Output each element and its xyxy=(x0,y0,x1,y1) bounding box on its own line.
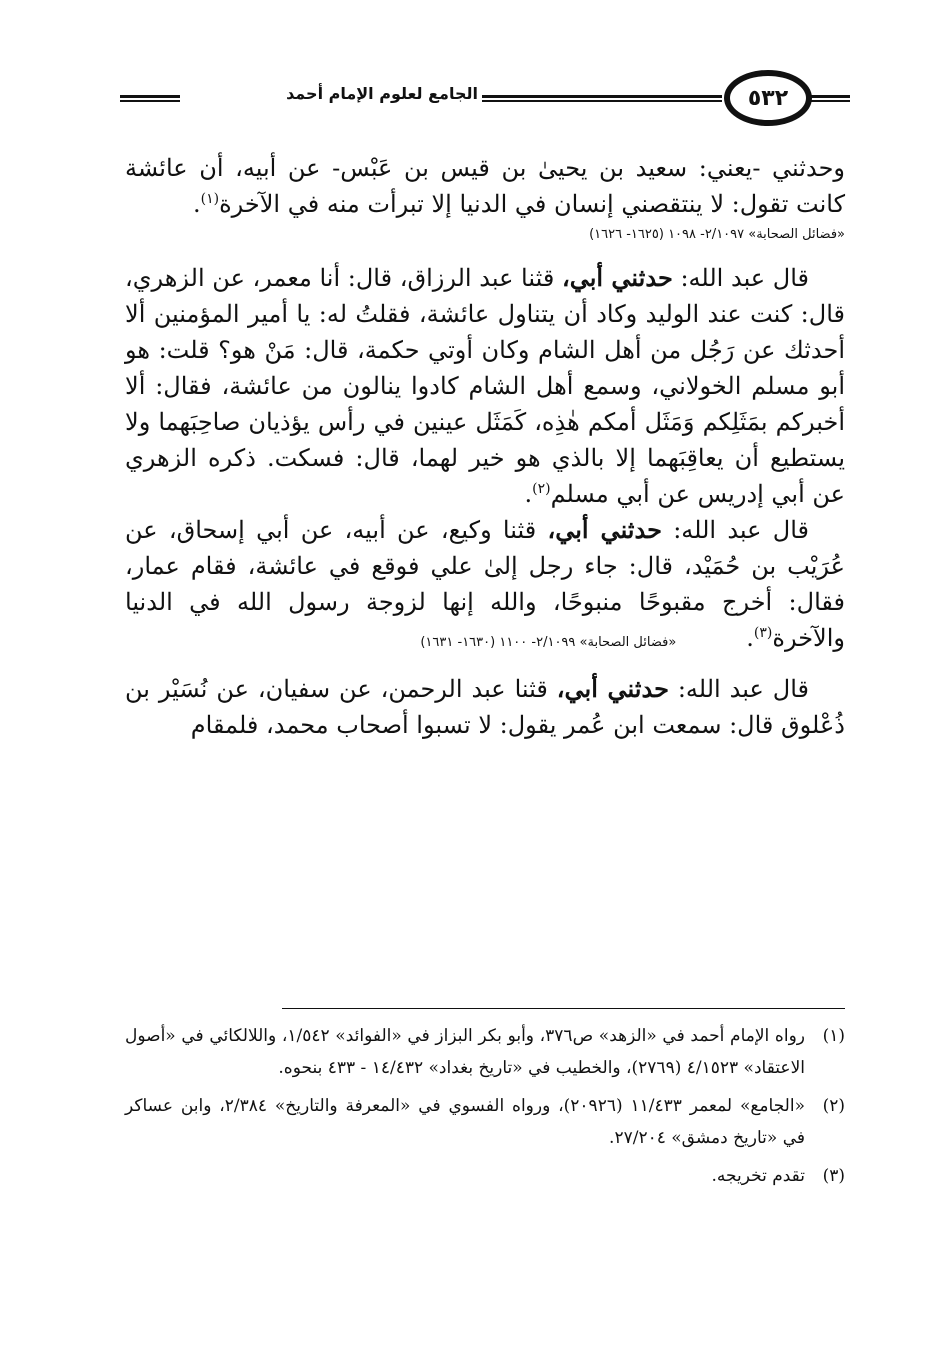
book-title: الجامع لعلوم الإمام أحمد xyxy=(286,84,478,103)
paragraph xyxy=(125,671,845,743)
paragraph-text: قثنا عبد الرزاق، قال: أنا معمر، عن الزهري، قال: كنت عند الوليد وكاد أن يتناول عائشة، فقلتُ له: يا أمير المؤمنين ألا أحدثك عن رَجُل من أهل الشام وكان أوتي حكمة، قال: مَنْ هو؟ قلت: هو أبو مسلم الخولاني، وسمع أهل الشام كادوا ينالون من عائشة، فقال: ألا أخبركم بمَثَلِكم وَمَثَل أمكم هٰذِه، كَمَثَل عينين في رأس يؤذيان صاحِبَهما ولا يستطيع أن يعاقِبَهما إلا بالذي هو خير لهما، قال: فسكت. ذكره الزهري عن أبي إدريس عن أبي مسلم xyxy=(125,264,845,508)
footnote xyxy=(125,1090,845,1154)
paragraph-text: وحدثني -يعني: سعيد بن يحيىٰ بن قيس بن عَبْس- عن أبيه، أن عائشة كانت تقول: لا ينتقصني إنسان في الدنيا إلا تبرأت منه في الآخرة xyxy=(125,154,845,218)
narration-chain: حدثني أبي، xyxy=(561,263,673,292)
footnote xyxy=(125,1020,845,1084)
footnote-separator xyxy=(282,1008,845,1009)
narrator-intro: قال عبد الله: xyxy=(661,516,809,544)
footnote-number: (٣) xyxy=(822,1166,845,1186)
header-rule xyxy=(482,95,722,102)
paragraph-end: . xyxy=(746,624,754,652)
paragraph xyxy=(125,260,845,512)
page-number: ٥٣٢ xyxy=(724,70,812,126)
header-rule xyxy=(120,95,180,102)
paragraph xyxy=(125,150,845,222)
narration-chain: حدثني أبي، xyxy=(547,515,662,544)
running-header xyxy=(120,70,850,130)
narrator-intro: قال عبد الله: xyxy=(672,264,809,292)
header-rule xyxy=(810,95,850,102)
paragraph-end: . xyxy=(524,480,533,508)
source-citation: «فضائل الصحابة» ٢/١٠٩٩- ١١٠٠ (١٦٣٠- ١٦٣١) xyxy=(420,635,677,650)
footnote-text: «الجامع» لمعمر ١١/٤٣٣ (٢٠٩٢٦)، ورواه الفسوي في «المعرفة والتاريخ» ٢/٣٨٤، وابن عساكر في «تاريخ دمشق» ٢٧/٢٠٤. xyxy=(125,1096,805,1148)
source-citation: «فضائل الصحابة» ٢/١٠٩٧- ١٠٩٨ (١٦٢٥- ١٦٢٦) xyxy=(589,227,845,242)
paragraph-end: . xyxy=(192,190,201,218)
footnote-mark: (٢) xyxy=(532,481,551,497)
footnote-mark: (١) xyxy=(200,191,220,207)
footnote-mark: (٣) xyxy=(753,625,773,641)
footnotes xyxy=(125,1020,845,1198)
footnote-number: (٢) xyxy=(822,1096,845,1116)
paragraph-text: قثنا عبد الرحمن، عن سفيان، عن نُسَيْر بن ذُعْلوق قال: سمعت ابن عُمر يقول: لا تسبوا أصحاب محمد، فلمقام xyxy=(125,675,845,739)
footnote-text: رواه الإمام أحمد في «الزهد» ص٣٧٦، وأبو بكر البزاز في «الفوائد» ١/٥٤٢، واللالكائي في «أصول الاعتقاد» ٤/١٥٢٣ (٢٧٦٩)، والخطيب في «تاريخ بغداد» ١٤/٤٣٢ - ٤٣٣ بنحوه. xyxy=(125,1026,805,1078)
narrator-intro: قال عبد الله: xyxy=(668,675,809,703)
narration-chain: حدثني أبي، xyxy=(556,674,669,703)
footnote-text: تقدم تخريجه. xyxy=(711,1166,805,1186)
footnote xyxy=(125,1160,845,1192)
footnote-number: (١) xyxy=(822,1026,845,1046)
paragraph xyxy=(125,512,845,661)
paragraph-text: قثنا وكيع، عن أبيه، عن أبي إسحاق، عن عُرَيْب بن حُمَيْد، قال: جاء رجل إلىٰ علي فوقع في عائشة، فقام عمار، فقال: أخرج مقبوحًا منبوحًا، والله إنها لزوجة رسول الله في الدنيا والآخرة xyxy=(125,516,845,652)
main-text xyxy=(125,150,845,743)
